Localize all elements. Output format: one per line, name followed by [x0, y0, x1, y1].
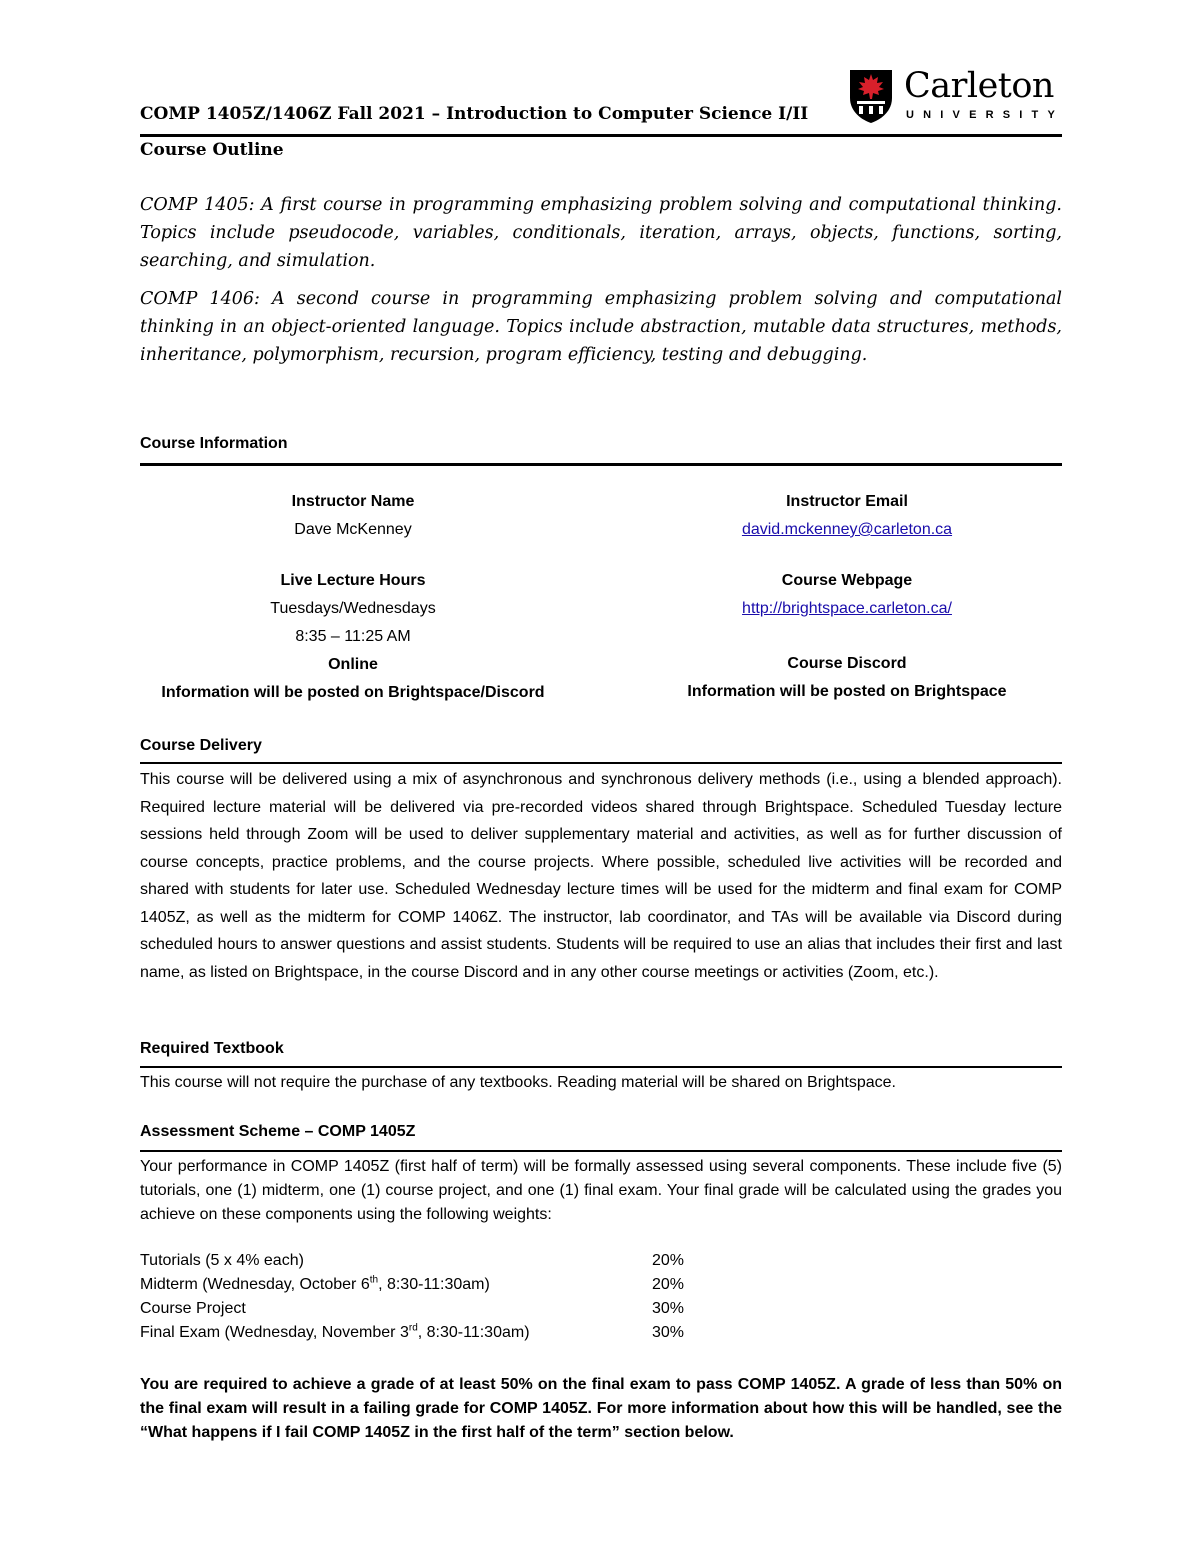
section-heading-required-textbook: Required Textbook	[140, 1040, 284, 1057]
course-webpage-cell	[627, 567, 1067, 623]
section-heading-assessment-scheme: Assessment Scheme – COMP 1405Z	[140, 1123, 416, 1140]
paragraph: Your performance in COMP 1405Z (first half of term) will be formally assessed using several components. These include five (5) tutorials, one (1) midterm, one (1) course project, and one (1) final exam. Your final grade will be calculated using the grades you achieve on these components using the following weights:	[140, 1158, 1062, 1223]
section-rule	[140, 1150, 1062, 1152]
section-rule	[140, 463, 1062, 466]
description-text: COMP 1405: A first course in programming emphasizing problem solving and computational thinking. Topics include pseudocode, variables, conditionals, iteration, arrays, objects, functions, sorting, searching, and simulation.	[140, 195, 1062, 271]
grade-item	[140, 1300, 700, 1324]
grade-item-name: Tutorials (5 x 4% each)	[140, 1252, 304, 1269]
instructor-email-link[interactable]: david.mckenney@carleton.ca	[741, 521, 953, 538]
course-discord-cell	[627, 650, 1067, 706]
lecture-time: 8:35 – 11:25 AM	[295, 628, 411, 645]
grade-item-weight: 30%	[652, 1300, 685, 1317]
course-description-1406	[140, 285, 1062, 369]
course-webpage-link[interactable]: http://brightspace.carleton.ca/	[742, 600, 952, 617]
grade-item-weight: 20%	[652, 1276, 685, 1293]
grade-item-weight: 30%	[652, 1324, 685, 1341]
instructor-email-cell	[627, 488, 1067, 544]
logo-subtext: UNIVERSITY	[906, 109, 1065, 121]
grade-item	[140, 1324, 700, 1348]
logo-wordmark: Carleton	[904, 66, 1054, 106]
lecture-hours-label: Live Lecture Hours	[280, 572, 426, 589]
grade-item	[140, 1252, 700, 1276]
grade-item	[140, 1276, 700, 1300]
section-heading-course-delivery: Course Delivery	[140, 737, 262, 754]
assessment-intro	[140, 1155, 1062, 1227]
lecture-days: Tuesdays/Wednesdays	[270, 600, 436, 617]
header-rule	[140, 134, 1062, 137]
lecture-hours-cell	[133, 567, 573, 707]
course-description-1405	[140, 191, 1062, 275]
grade-item-name: Final Exam (Wednesday, November 3rd, 8:30-11:30am)	[140, 1322, 530, 1341]
grade-item-name: Course Project	[140, 1300, 246, 1317]
instructor-name-cell	[133, 488, 573, 544]
online-label: Online	[328, 656, 378, 673]
course-webpage-label: Course Webpage	[781, 572, 913, 589]
grade-item-name: Midterm (Wednesday, October 6th, 8:30-11:30am)	[140, 1274, 490, 1293]
paragraph: This course will be delivered using a mix of asynchronous and synchronous delivery methods (i.e., using a blended approach). Required lecture material will be delivered via pre-recorded videos shared through Brightspace. Scheduled Tuesday lecture sessions held through Zoom will be used to deliver supplementary material and activities, as well as for further discussion of course concepts, practice problems, and the course projects. Where possible, scheduled live activities will be recorded and shared with students for later use. Scheduled Wednesday lecture times will be used for the midterm and final exam for COMP 1405Z, as well as the midterm for COMP 1406Z. The instructor, lab coordinator, and TAs will be available via Discord during scheduled hours to answer questions and assist students. Students will be required to use an alias that includes their first and last name, as listed on Brightspace, in the course Discord and in any other course meetings or activities (Zoom, etc.).	[140, 771, 1062, 981]
section-heading-course-information: Course Information	[140, 435, 288, 452]
description-text: COMP 1406: A second course in programming emphasizing problem solving and computational thinking in an object-oriented language. Topics include abstraction, mutable data structures, methods, inheritance, polymorphism, recursion, program efficiency, testing and debugging.	[140, 289, 1062, 365]
document-title: COMP 1405Z/1406Z Fall 2021 – Introduction to Computer Science I/II	[140, 104, 809, 124]
instructor-name-label: Instructor Name	[291, 493, 415, 510]
course-discord-label: Course Discord	[787, 655, 907, 672]
instructor-name: Dave McKenney	[294, 521, 412, 538]
paragraph: This course will not require the purchase of any textbooks. Reading material will be shared on Brightspace.	[140, 1074, 896, 1091]
section-rule	[140, 762, 1062, 764]
paragraph: You are required to achieve a grade of at least 50% on the final exam to pass COMP 1405Z. A grade of less than 50% on the final exam will result in a failing grade for COMP 1405Z. For more information about how this will be handled, see the “What happens if I fail COMP 1405Z in the first half of the term” section below.	[140, 1376, 1062, 1441]
carleton-crest-icon	[848, 68, 894, 124]
textbook-text	[140, 1071, 1062, 1095]
final-exam-note	[140, 1373, 1062, 1445]
instructor-email-label: Instructor Email	[786, 493, 908, 510]
page-subtitle: Course Outline	[140, 140, 284, 160]
course-delivery-text	[140, 766, 1062, 986]
online-info: Information will be posted on Brightspace/Discord	[161, 684, 545, 701]
carleton-logo	[848, 66, 1065, 126]
course-discord-info: Information will be posted on Brightspace	[687, 683, 1007, 700]
section-rule	[140, 1066, 1062, 1068]
grade-item-weight: 20%	[652, 1252, 685, 1269]
